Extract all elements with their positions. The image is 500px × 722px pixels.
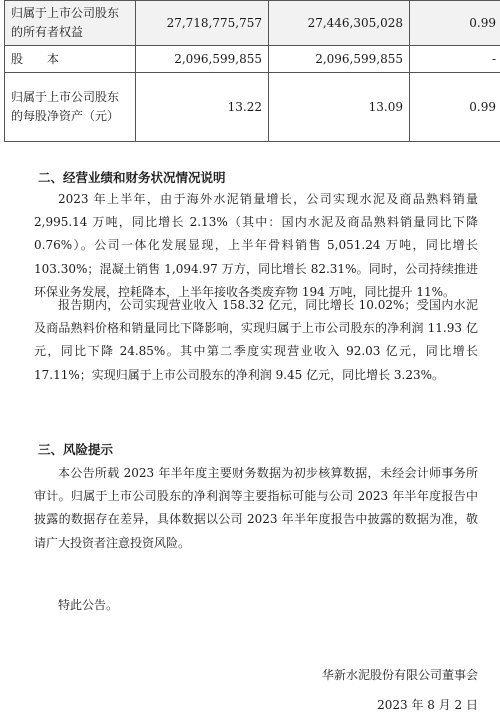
closing-text: 特此公告。 <box>58 598 119 612</box>
prior-value: 2,096,599,855 <box>269 46 410 73</box>
row-label: 归属于上市公司股东的每股净资产（元） <box>5 73 136 142</box>
table-row <box>5 1 500 46</box>
table-row <box>5 46 500 73</box>
sales-paragraph: 2023 年上半年，由于海外水泥销量增长，公司实现水泥及商品熟料销量 2,995.14 万吨，同比增长 2.13%（其中：国内水泥及商品熟料销量同比下降 0.76%）。公司一体化发展显现，上半年骨料销售 5,051.24 万吨，同比增长 103.30%；混凝土销售 1,094.97 万方，同比增长 82.31%。同时，公司持续推进环保业务发展，控耗降本，上半年接收各类废弃物 194 万吨，同比提升 11%。 <box>34 192 478 299</box>
prior-value: 27,446,305,028 <box>269 1 410 46</box>
section-heading-risk: 三、风险提示 <box>38 442 114 457</box>
current-value: 2,096,599,855 <box>136 46 269 73</box>
revenue-paragraph-block <box>34 294 478 387</box>
change-value: 0.99 <box>410 73 500 142</box>
current-value: 13.22 <box>136 73 269 142</box>
row-label: 归属于上市公司股东的所有者权益 <box>5 1 136 46</box>
risk-paragraph-block <box>34 462 478 555</box>
section-heading-performance: 二、经营业绩和财务状况情况说明 <box>38 170 226 185</box>
prior-value: 13.09 <box>269 73 410 142</box>
change-value: 0.99 <box>410 1 500 46</box>
financial-data-table <box>4 0 500 142</box>
current-value: 27,718,775,757 <box>136 1 269 46</box>
table-row <box>5 73 500 142</box>
date: 2023 年 8 月 2 日 <box>377 698 478 712</box>
revenue-paragraph: 报告期内，公司实现营业收入 158.32 亿元，同比增长 10.02%；受国内水泥及商品熟料价格和销量同比下降影响，实现归属于上市公司股东的净利润 11.93 亿元，同比下降 24.85%。其中第二季度实现营业收入 92.03 亿元，同比增长 17.11%；实现归属于上市公司股东的净利润 9.45 亿元，同比增长 3.23%。 <box>34 298 478 382</box>
change-value: - <box>410 46 500 73</box>
risk-paragraph: 本公告所载 2023 年半年度主要财务数据为初步核算数据，未经会计师事务所审计。归属于上市公司股东的净利润等主要指标可能与公司 2023 年半年度报告中披露的数据存在差异，具体数据以公司 2023 年半年度报告中披露的数据为准，敬请广大投资者注意投资风险。 <box>34 466 478 550</box>
performance-paragraph <box>34 188 478 304</box>
signature: 华新水泥股份有限公司董事会 <box>321 668 478 682</box>
closing-block <box>34 594 478 617</box>
row-label: 股 本 <box>5 46 136 73</box>
